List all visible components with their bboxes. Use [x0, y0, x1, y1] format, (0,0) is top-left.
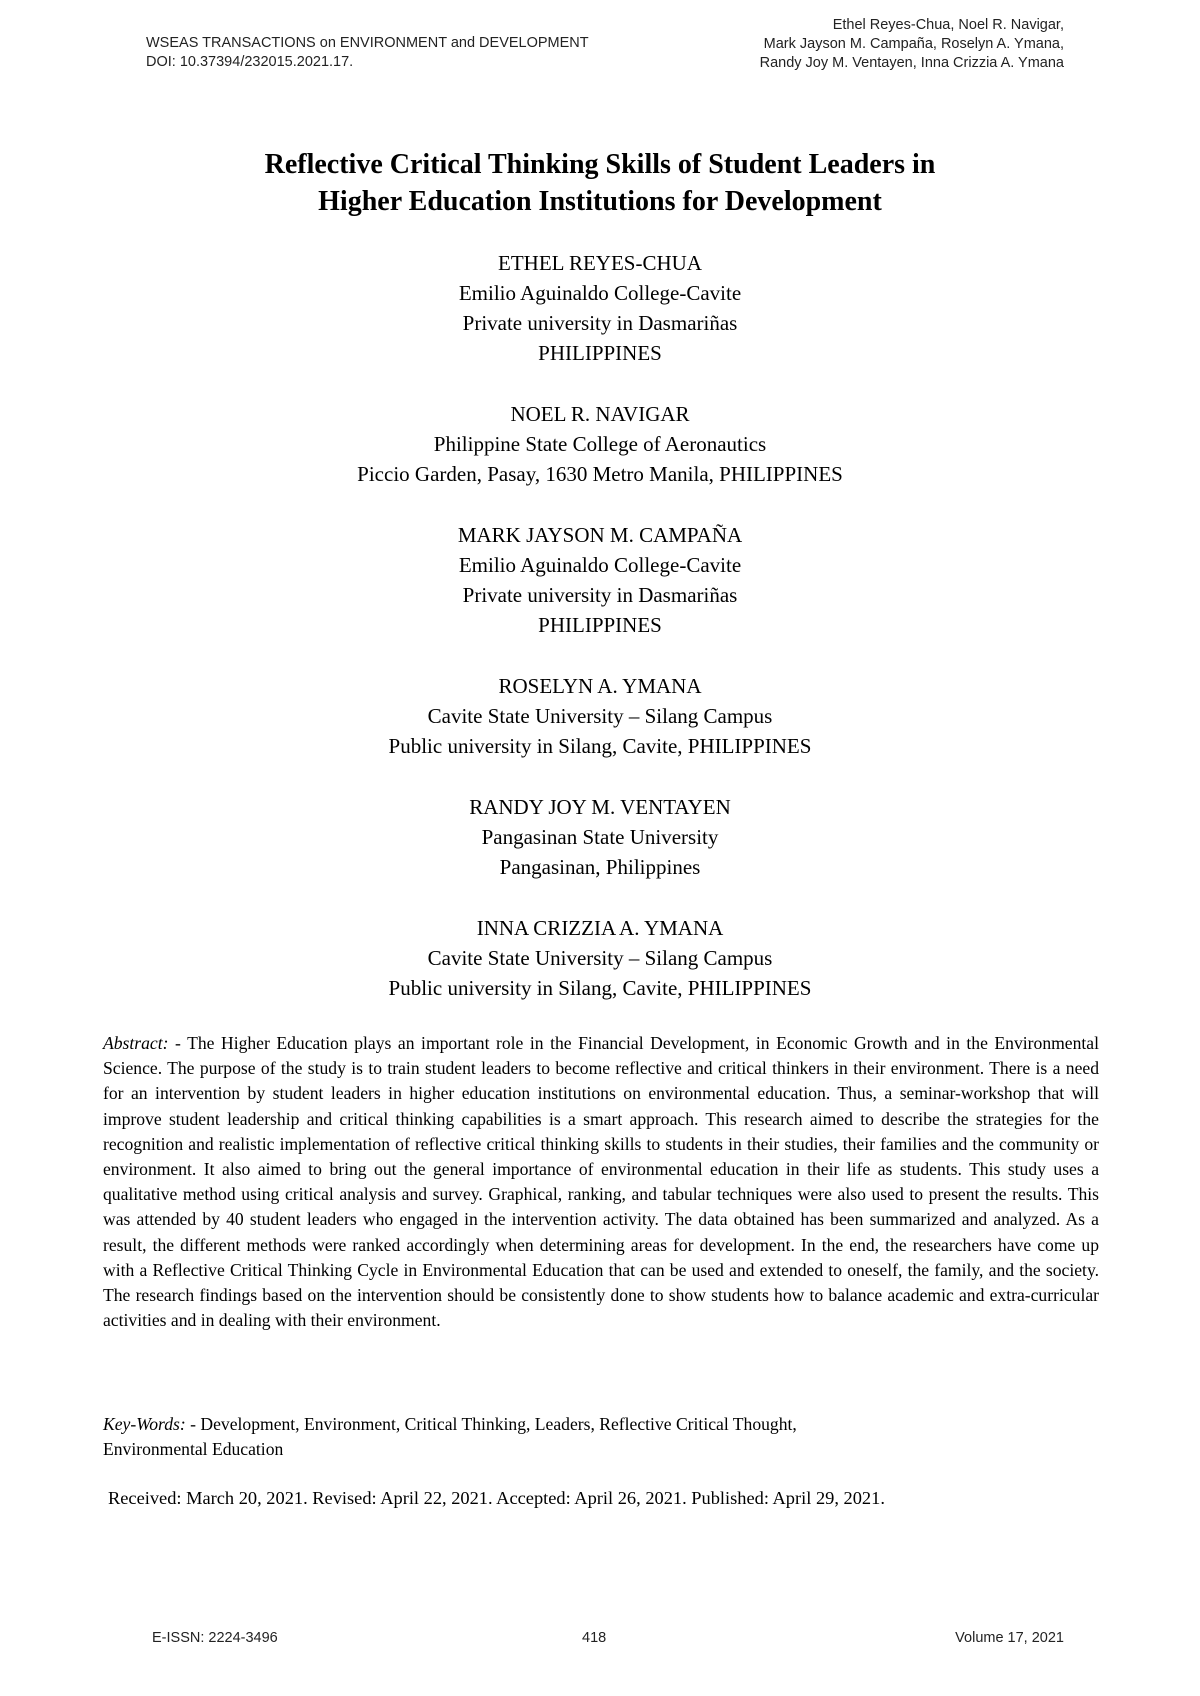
author-list [100, 248, 1100, 1034]
header-authors-line: Ethel Reyes-Chua, Noel R. Navigar, [832, 17, 1064, 33]
author-affiliation: Private university in Dasmariñas [462, 583, 738, 607]
author-affiliation: PHILIPPINES [538, 613, 662, 637]
author-affiliation: Private university in Dasmariñas [462, 311, 738, 335]
abstract [103, 1031, 1099, 1333]
keywords [103, 1412, 1099, 1462]
author-block [100, 520, 1100, 640]
keywords-text-continued: Environmental Education [103, 1439, 284, 1460]
page-number: 418 [582, 1630, 607, 1646]
header-authors-line: Randy Joy M. Ventayen, Inna Crizzia A. Ymana [759, 55, 1064, 71]
running-header-authors [760, 16, 1064, 73]
title-line: Higher Education Institutions for Development [318, 186, 882, 217]
keywords-label: Key-Words: [103, 1414, 186, 1434]
author-affiliation: Pangasinan State University [481, 825, 719, 849]
author-block [100, 792, 1100, 882]
author-affiliation: Emilio Aguinaldo College-Cavite [458, 553, 742, 577]
abstract-text: - The Higher Education plays an important role in the Financial Development, in Economic Growth and in the Environmental Science. The purpose of the study is to train student leaders to become reflective and critical thinkers in their environment. There is a need for an intervention by student leaders in higher education institutions on environmental education. Thus, a seminar-workshop that will improve student leadership and critical thinking capabilities is a smart approach. This research aimed to describe the strategies for the recognition and realistic implementation of reflective critical thinking skills to students in their studies, their families and the community or environment. It also aimed to bring out the general importance of environmental education in their life as students. This study uses a qualitative method using critical analysis and survey. Graphical, ranking, and tabular techniques were also used to present the results. This was attended by 40 student leaders who engaged in the intervention activity. The data obtained has been summarized and analyzed. As a result, the different methods were ranked accordingly when determining areas for development. In the end, the researchers have come up with a Reflective Critical Thinking Cycle in Environmental Education that can be used and extended to oneself, the family, and the society. The research findings based on the intervention should be consistently done to show students how to balance academic and extra-curricular activities and in dealing with their environment. [103, 1033, 1099, 1331]
volume: Volume 17, 2021 [955, 1630, 1064, 1646]
author-block [100, 913, 1100, 1003]
author-affiliation: Cavite State University – Silang Campus [427, 946, 773, 970]
abstract-label: Abstract: [103, 1033, 169, 1053]
author-block [100, 399, 1100, 489]
author-affiliation: Emilio Aguinaldo College-Cavite [458, 281, 742, 305]
publication-dates: Received: March 20, 2021. Revised: April 22, 2021. Accepted: April 26, 2021. Published: April 29, 2021. [108, 1488, 885, 1508]
header-authors-line: Mark Jayson M. Campaña, Roselyn A. Ymana, [763, 36, 1064, 52]
author-affiliation: Pangasinan, Philippines [499, 855, 701, 879]
author-name: ETHEL REYES-CHUA [498, 251, 702, 275]
keywords-text: - Development, Environment, Critical Thinking, Leaders, Reflective Critical Thought, [185, 1414, 797, 1434]
author-name: MARK JAYSON M. CAMPAÑA [457, 523, 743, 547]
author-name: RANDY JOY M. VENTAYEN [469, 795, 731, 819]
doi: DOI: 10.37394/232015.2021.17. [146, 54, 354, 70]
journal-name: WSEAS TRANSACTIONS on ENVIRONMENT and DEVELOPMENT [146, 35, 589, 51]
author-name: NOEL R. NAVIGAR [510, 402, 690, 426]
running-header-left [146, 34, 589, 72]
author-name: ROSELYN A. YMANA [498, 674, 702, 698]
author-affiliation: Public university in Silang, Cavite, PHILIPPINES [388, 976, 812, 1000]
author-block [100, 248, 1100, 368]
author-name: INNA CRIZZIA A. YMANA [476, 916, 724, 940]
author-affiliation: Public university in Silang, Cavite, PHILIPPINES [388, 734, 812, 758]
author-affiliation: Philippine State College of Aeronautics [433, 432, 767, 456]
paper-title [100, 146, 1100, 220]
author-affiliation: PHILIPPINES [538, 341, 662, 365]
author-affiliation: Cavite State University – Silang Campus [427, 704, 773, 728]
title-line: Reflective Critical Thinking Skills of Student Leaders in [264, 149, 936, 180]
author-block [100, 671, 1100, 761]
issn: E-ISSN: 2224-3496 [152, 1630, 278, 1646]
author-affiliation: Piccio Garden, Pasay, 1630 Metro Manila, PHILIPPINES [357, 462, 843, 486]
